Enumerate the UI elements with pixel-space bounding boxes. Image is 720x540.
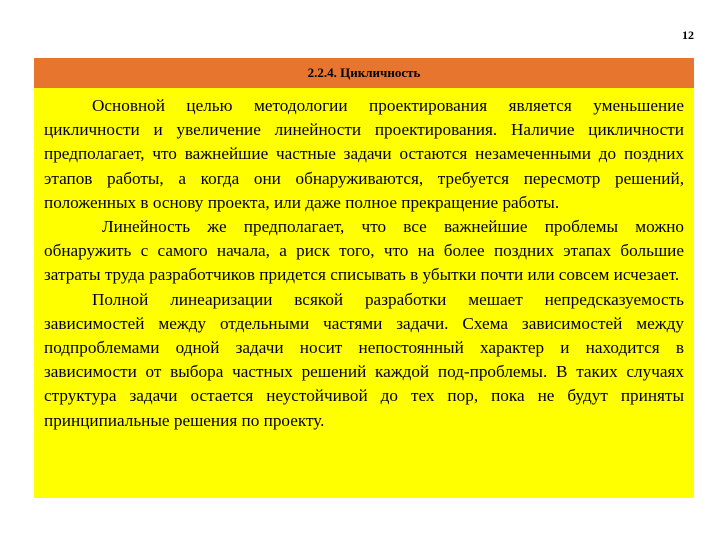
page-number: 12 (682, 28, 694, 42)
paragraph-linearity: Линейность же предполагает, что все важнейшие проблемы можно обнаружить с самого начала, а риск того, что на более поздних этапах большие затраты труда разработчиков придется списывать в убытки почти или совсем исчезает. (44, 217, 684, 285)
section-title: 2.2.4. Цикличность (307, 65, 421, 80)
content-box (34, 88, 694, 498)
paragraph-linearization: Полной линеаризации всякой разработки мешает непредсказуемость зависимостей между отдельными частями задачи. Схема зависимостей между подпроблемами одной задачи носит непостоянный характер и находится в зависимости от выбора частных решений каждой под-проблемы. В таких случаях структура задачи остается неустойчивой до тех пор, пока не будут приняты принципиальные решения по проекту. (44, 289, 684, 430)
paragraph-cyclicity: Основной целью методологии проектирования является уменьшение цикличности и увеличение линейности проектирования. Наличие цикличности предполагает, что важнейшие частные задачи остаются незамеченными до поздних этапов работы, а когда они обнаруживаются, требуется пересмотр решений, положенных в основу проекта, или даже полное прекращение работы. (44, 96, 684, 212)
section-title-bar (34, 58, 694, 88)
